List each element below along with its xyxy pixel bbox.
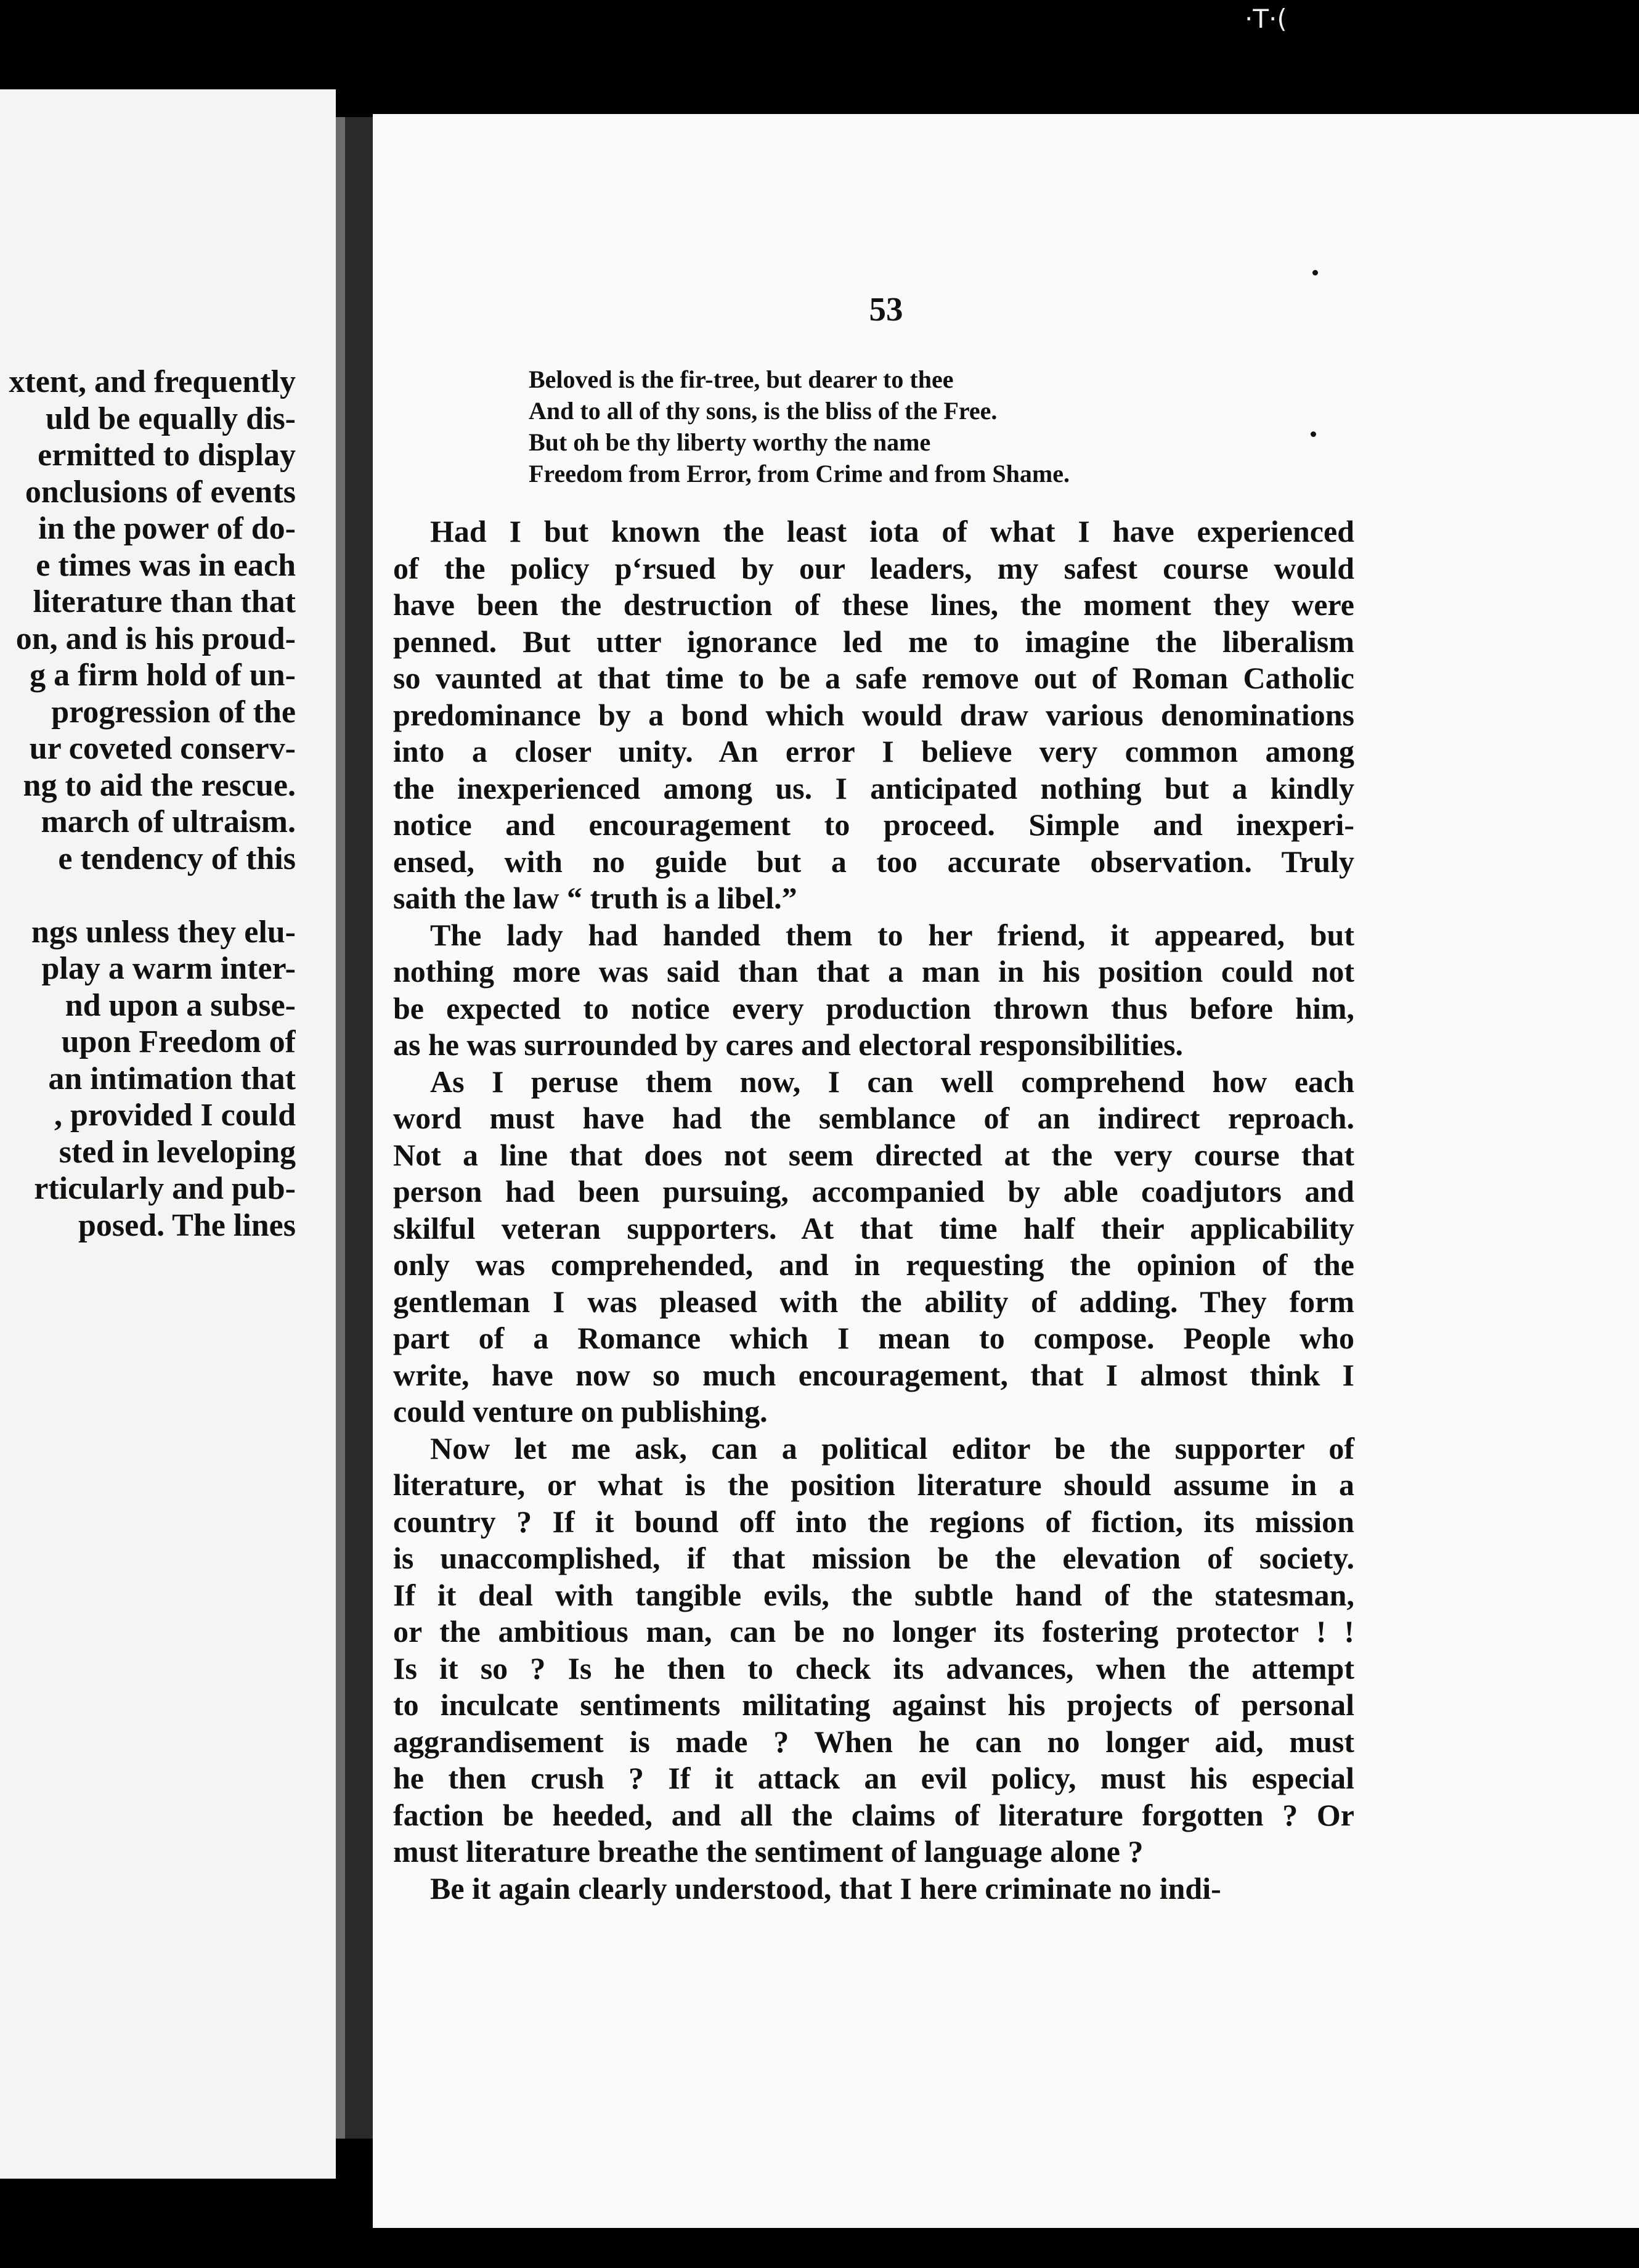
prose-line: as he was surrounded by cares and electoral responsibilities. [393, 1027, 1184, 1062]
left-page-line: upon Freedom of [61, 1024, 296, 1059]
left-page-line: rticularly and pub- [34, 1171, 296, 1206]
left-page-line: in the power of do- [38, 511, 296, 546]
left-page-line: , provided I could [54, 1098, 296, 1133]
prose-line: Now let me ask, can a political editor be the supporter of [430, 1430, 1354, 1466]
prose-line: As I peruse them now, I can well comprehend how each [430, 1064, 1354, 1099]
prose-line: Had I but known the least iota of what I have experienced [430, 514, 1354, 549]
prose-line: could venture on publishing. [393, 1394, 768, 1429]
prose-line: predominance by a bond which would draw various denominations [393, 697, 1354, 732]
prose-line: part of a Romance which I mean to compose. People who [393, 1321, 1354, 1355]
prose-line: ensed, with no guide but a too accurate observation. Truly [393, 844, 1354, 879]
prose-line: penned. But utter ignorance led me to imagine the liberalism [393, 624, 1354, 659]
prose-line: have been the destruction of these lines, the moment they were [393, 587, 1354, 622]
left-page-line: e times was in each [36, 547, 296, 583]
prose-line: person had been pursuing, accompanied by able coadjutors and [393, 1174, 1354, 1209]
left-page-line: e tendency of this [58, 841, 296, 876]
prose-line: The lady had handed them to her friend, it appeared, but [430, 917, 1354, 952]
left-page-line: xtent, and frequently [9, 364, 296, 399]
prose-line: be expected to notice every production thrown thus before him, [393, 990, 1354, 1026]
prose-line: country ? If it bound off into the regions of fiction, its mission [393, 1504, 1354, 1539]
verse-stanza [529, 364, 1070, 489]
left-page-line [0, 877, 296, 914]
verse-line: Beloved is the fir-tree, but dearer to thee [529, 365, 954, 393]
prose-line: must literature breathe the sentiment of language alone ? [393, 1834, 1144, 1869]
ink-speck [1311, 431, 1316, 437]
prose-line: is unaccomplished, if that mission be the elevation of society. [393, 1541, 1354, 1575]
prose-line: only was comprehended, and in requesting the opinion of the [393, 1247, 1354, 1282]
left-page-line: ngs unless they elu- [31, 914, 296, 950]
left-page-line: on, and is his proud- [15, 621, 296, 656]
verse-line: Freedom from Error, from Crime and from Shame. [529, 460, 1070, 487]
verse-line: And to all of thy sons, is the bliss of the Free. [529, 397, 998, 425]
prose-line: gentleman I was pleased with the ability of adding. They form [393, 1284, 1354, 1319]
left-page [0, 89, 336, 2179]
prose-line: skilful veteran supporters. At that time half their applicability [393, 1210, 1354, 1246]
prose-line: word must have had the semblance of an indirect reproach. [393, 1101, 1354, 1135]
left-page-line: ng to aid the rescue. [23, 767, 296, 803]
left-page-line: march of ultraism. [41, 804, 296, 839]
prose-line: nothing more was said than that a man in his position could not [393, 954, 1354, 989]
prose-line: write, have now so much encouragement, that I almost think I [393, 1357, 1354, 1392]
verse-line: But oh be thy liberty worthy the name [529, 428, 931, 456]
left-page-line: onclusions of events [25, 474, 296, 510]
prose-line: aggrandisement is made ? When he can no longer aid, must [393, 1724, 1354, 1759]
gutter-binding [345, 117, 373, 2139]
left-page-line: nd upon a subse- [65, 987, 296, 1023]
prose-line: saith the law “ truth is a libel.” [393, 881, 797, 915]
corner-mark: ·T·( [1245, 4, 1287, 34]
left-page-line: uld be equally dis- [45, 401, 296, 436]
left-page-line: ur coveted conserv- [29, 731, 296, 766]
left-page-line: an intimation that [48, 1061, 296, 1096]
ink-speck [1312, 270, 1318, 275]
prose-line: or the ambitious man, can be no longer its fostering protector ! ! [393, 1614, 1354, 1649]
prose-body [393, 513, 1354, 1907]
left-page-line: sted in leveloping [59, 1134, 296, 1170]
left-page-line: g a firm hold of un- [30, 658, 296, 693]
prose-line: Not a line that does not seem directed at the very course that [393, 1137, 1354, 1172]
page-number: 53 [869, 290, 903, 328]
prose-line: notice and encouragement to proceed. Simple and inexperi- [393, 807, 1354, 842]
left-page-line: posed. The lines [78, 1207, 296, 1243]
prose-line: he then crush ? If it attack an evil policy, must his especial [393, 1761, 1354, 1795]
prose-line: Be it again clearly understood, that I here criminate no indi- [430, 1870, 1221, 1906]
prose-line: faction be heeded, and all the claims of literature forgotten ? Or [393, 1797, 1354, 1832]
prose-line: of the policy pʻrsued by our leaders, my safest course would [393, 550, 1354, 585]
left-page-line: literature than that [33, 584, 296, 619]
prose-line: literature, or what is the position literature should assume in a [393, 1467, 1354, 1502]
left-page-line: play a warm inter- [41, 951, 296, 986]
left-page-line: progression of the [51, 694, 296, 730]
prose-line: so vaunted at that time to be a safe remove out of Roman Catholic [393, 661, 1354, 695]
prose-line: to inculcate sentiments militating against his projects of personal [393, 1687, 1354, 1722]
prose-line: If it deal with tangible evils, the subtle hand of the statesman, [393, 1577, 1354, 1612]
gutter-shadow [336, 117, 345, 2139]
prose-line: Is it so ? Is he then to check its advances, when the attempt [393, 1650, 1354, 1686]
prose-line: into a closer unity. An error I believe very common among [393, 734, 1354, 769]
prose-line: the inexperienced among us. I anticipated nothing but a kindly [393, 770, 1354, 806]
left-page-text [0, 364, 296, 1244]
left-page-line: ermitted to display [38, 438, 296, 473]
